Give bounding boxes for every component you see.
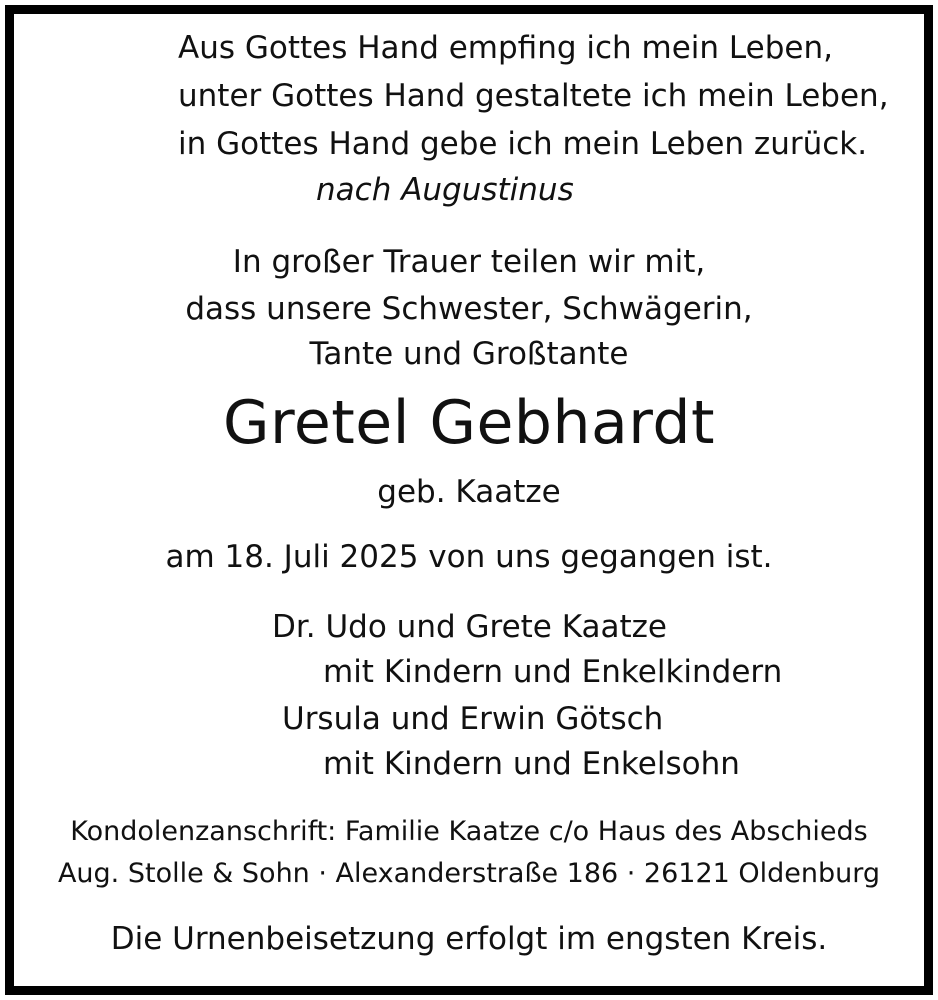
condolence-address-line-2: Aug. Stolle & Sohn · Alexanderstraße 186 · 26121 Oldenburg [57, 858, 881, 889]
mourner-line-2: mit Kindern und Enkelkindern [323, 654, 783, 690]
burial-note: Die Urnenbeisetzung erfolgt im engsten Kreis. [110, 921, 828, 957]
deceased-name: Gretel Gebhardt [223, 388, 715, 458]
date-of-death-line: am 18. Juli 2025 von uns gegangen ist. [165, 539, 773, 575]
motto-author: nach Augustinus [316, 172, 574, 208]
intro-line-2: dass unsere Schwester, Schwägerin, [185, 291, 753, 327]
condolence-address-line-1: Kondolenzanschrift: Familie Kaatze c/o Haus des Abschieds [70, 816, 868, 847]
mourner-line-4: mit Kindern und Enkelsohn [323, 746, 740, 782]
motto-line-1: Aus Gottes Hand empfing ich mein Leben, [178, 30, 833, 66]
mourner-line-1: Dr. Udo und Grete Kaatze [272, 609, 668, 645]
mourner-line-3: Ursula und Erwin Götsch [282, 701, 664, 737]
intro-line-3: Tante und Großtante [309, 336, 629, 372]
birth-name: geb. Kaatze [377, 474, 561, 510]
motto-line-2: unter Gottes Hand gestaltete ich mein Leben, [178, 78, 889, 114]
intro-line-1: In großer Trauer teilen wir mit, [232, 244, 706, 280]
motto-line-3: in Gottes Hand gebe ich mein Leben zurück. [178, 126, 868, 162]
